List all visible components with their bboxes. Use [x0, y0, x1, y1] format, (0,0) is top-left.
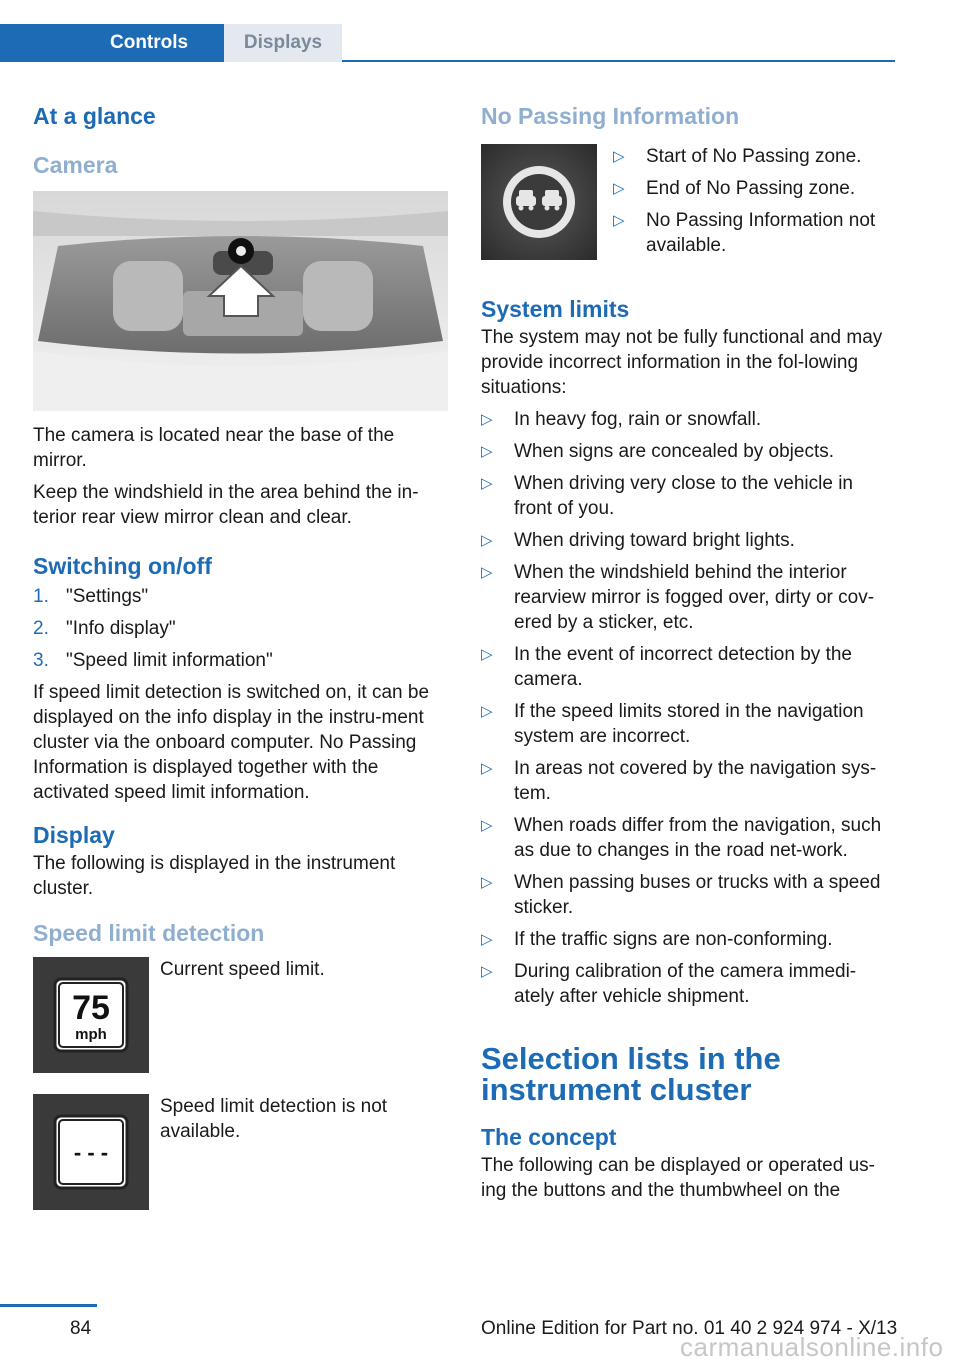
- list-item: [33, 616, 448, 641]
- list-item: [481, 959, 896, 1009]
- triangle-bullet-icon: ▷: [481, 475, 493, 492]
- list-item-text: When roads differ from the navigation, such as due to changes in the road net-work.: [514, 815, 882, 861]
- triangle-bullet-icon: ▷: [481, 817, 493, 834]
- speed-limit-75-icon: [33, 957, 149, 1073]
- list-item-text: When signs are concealed by objects.: [514, 441, 835, 462]
- speed-limit-unavailable-row: [33, 1094, 448, 1210]
- list-item: [481, 407, 896, 432]
- list-item: [481, 439, 896, 464]
- sign1-caption: Current speed limit.: [160, 959, 325, 980]
- triangle-bullet-icon: ▷: [481, 874, 493, 891]
- list-item-text: In heavy fog, rain or snowfall.: [514, 409, 762, 430]
- display-heading: Display: [33, 822, 115, 848]
- list-item-text: When the windshield behind the interior rearview mirror is fogged over, dirty or cov-ered by a sticker, etc.: [514, 562, 875, 633]
- triangle-bullet-icon: ▷: [481, 443, 493, 460]
- no-passing-sign-icon: [481, 144, 597, 260]
- triangle-bullet-icon: ▷: [481, 411, 493, 428]
- no-passing-list: [613, 144, 896, 265]
- list-item: [613, 208, 896, 258]
- switching-para: If speed limit detection is switched on, it can be displayed on the info display in the instru-ment cluster via the onboard computer. No Passing Information is displayed together with the activated speed limit information.: [33, 682, 430, 803]
- list-item: [481, 870, 896, 920]
- list-item: [481, 471, 896, 521]
- list-item-text: End of No Passing zone.: [646, 178, 856, 199]
- concept-heading: The concept: [481, 1124, 617, 1150]
- section-title: At a glance: [33, 103, 156, 129]
- triangle-bullet-icon: ▷: [481, 703, 493, 720]
- list-item: [613, 144, 896, 169]
- tab-controls[interactable]: Controls: [0, 24, 224, 62]
- list-item-text: In areas not covered by the navigation sys-tem.: [514, 758, 877, 804]
- no-passing-row: [481, 144, 896, 265]
- list-item-text: If the speed limits stored in the navigation system are incorrect.: [514, 701, 864, 747]
- list-item: [481, 699, 896, 749]
- edition-note: Online Edition for Part no. 01 40 2 924 974 - X/13: [481, 1318, 898, 1339]
- speed-limit-sign-row: [33, 957, 448, 1073]
- right-column: [481, 100, 896, 1203]
- camera-heading: Camera: [33, 152, 118, 178]
- system-limits-para: The system may not be fully functional and may provide incorrect information in the fol-lowing situations:: [481, 327, 883, 398]
- triangle-bullet-icon: ▷: [481, 646, 493, 663]
- list-item: [481, 560, 896, 635]
- watermark: carmanualsonline.info: [680, 1332, 944, 1362]
- list-item: [481, 813, 896, 863]
- list-item-text: Start of No Passing zone.: [646, 146, 862, 167]
- header-tabbar: [0, 0, 895, 62]
- list-item-text: If the traffic signs are non-conforming.: [514, 929, 833, 950]
- triangle-bullet-icon: ▷: [613, 148, 625, 165]
- step-text: "Settings": [66, 586, 149, 607]
- switching-steps: [33, 584, 448, 673]
- system-limits-heading: System limits: [481, 296, 630, 322]
- page-number: 84: [70, 1318, 92, 1339]
- switching-heading: Switching on/off: [33, 553, 212, 579]
- list-item-text: During calibration of the camera immedi-ately after vehicle shipment.: [514, 961, 857, 1007]
- speed-limit-unit: mph: [75, 1026, 107, 1043]
- list-item-text: No Passing Information not available.: [646, 210, 876, 256]
- step-number: 1.: [33, 586, 49, 607]
- selection-lists-heading: Selection lists in the instrument cluster: [481, 1041, 781, 1107]
- list-item: [481, 927, 896, 952]
- system-limits-list: [481, 407, 896, 1009]
- tab-displays[interactable]: Displays: [224, 24, 342, 62]
- speed-limit-dashes: - - -: [73, 1140, 109, 1165]
- triangle-bullet-icon: ▷: [481, 564, 493, 581]
- step-text: "Speed limit information": [66, 650, 273, 671]
- camera-para-2: Keep the windshield in the area behind the in-terior rear view mirror clean and clear.: [33, 482, 419, 528]
- concept-para: The following can be displayed or operated us-ing the buttons and the thumbwheel on the: [481, 1155, 875, 1201]
- triangle-bullet-icon: ▷: [481, 931, 493, 948]
- triangle-bullet-icon: ▷: [613, 212, 625, 229]
- footer-rule: [0, 1304, 97, 1307]
- triangle-bullet-icon: ▷: [481, 532, 493, 549]
- sign2-caption: Speed limit detection is not available.: [160, 1096, 388, 1142]
- triangle-bullet-icon: ▷: [613, 180, 625, 197]
- speed-limit-unavailable-icon: [33, 1094, 149, 1210]
- step-text: "Info display": [66, 618, 176, 639]
- list-item-text: In the event of incorrect detection by the camera.: [514, 644, 852, 690]
- speed-limit-heading: Speed limit detection: [33, 920, 265, 946]
- list-item: [481, 528, 896, 553]
- camera-location-photo: [33, 191, 448, 411]
- display-para: The following is displayed in the instrument cluster.: [33, 853, 396, 899]
- list-item: [33, 648, 448, 673]
- list-item-text: When driving very close to the vehicle in front of you.: [514, 473, 853, 519]
- step-number: 3.: [33, 650, 49, 671]
- step-number: 2.: [33, 618, 49, 639]
- list-item: [481, 642, 896, 692]
- speed-limit-number: 75: [72, 989, 110, 1027]
- list-item-text: When driving toward bright lights.: [514, 530, 795, 551]
- no-passing-heading: No Passing Information: [481, 103, 740, 129]
- triangle-bullet-icon: ▷: [481, 963, 493, 980]
- list-item: [481, 756, 896, 806]
- list-item-text: When passing buses or trucks with a speed sticker.: [514, 872, 881, 918]
- triangle-bullet-icon: ▷: [481, 760, 493, 777]
- list-item: [33, 584, 448, 609]
- camera-para-1: The camera is located near the base of the mirror.: [33, 425, 395, 471]
- list-item: [613, 176, 896, 201]
- left-column: [33, 100, 448, 1210]
